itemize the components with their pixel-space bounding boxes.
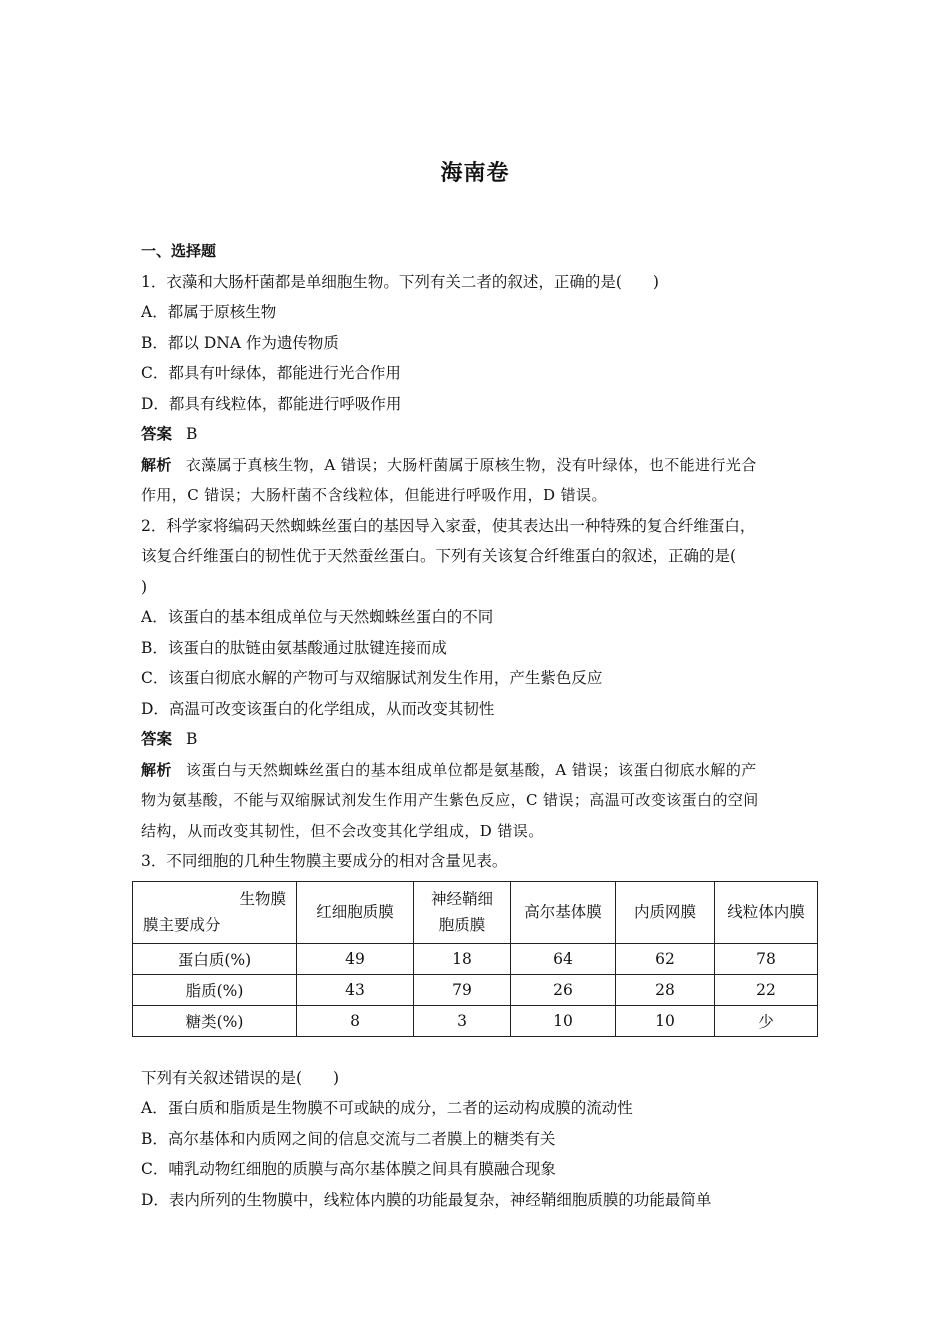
corner-label-component: 膜主要成分 (143, 915, 221, 934)
q2-analysis-text-1: 该蛋白与天然蜘蛛丝蛋白的基本组成单位都是氨基酸，A 错误；该蛋白彻底水解的产 (185, 760, 757, 779)
table-cell: 10 (616, 1005, 715, 1036)
q3-question: 下列有关叙述错误的是( ) (141, 1068, 340, 1087)
column-header (414, 881, 511, 943)
row-label: 脂质(%) (133, 974, 297, 1005)
q2-stem-line-2: 该复合纤维蛋白的韧性优于天然蚕丝蛋白。下列有关该复合纤维蛋白的叙述，正确的是( (141, 547, 737, 565)
table-cell: 少 (715, 1005, 818, 1036)
q2-stem-line-1: 2．科学家将编码天然蜘蛛丝蛋白的基因导入家蚕，使其表达出一种特殊的复合纤维蛋白， (141, 516, 756, 535)
q2-stem-line-3: ) (141, 577, 148, 596)
q2-option-a: A．该蛋白的基本组成单位与天然蜘蛛丝蛋白的不同 (141, 608, 494, 626)
q1-answer (141, 419, 817, 450)
table-corner-cell (133, 881, 297, 943)
corner-label-membrane: 生物膜 (239, 889, 286, 908)
q1-option-d: D．都具有线粒体，都能进行呼吸作用 (141, 394, 402, 413)
membrane-composition-table (132, 881, 818, 1037)
table-cell: 3 (414, 1005, 511, 1036)
q1-option-c: C．都具有叶绿体，都能进行光合作用 (141, 364, 401, 382)
q1-answer-value: B (186, 425, 198, 443)
row-label: 糖类(%) (133, 1005, 297, 1036)
table-cell: 49 (297, 943, 414, 974)
column-header: 线粒体内膜 (715, 881, 818, 943)
q1-option-a: A．都属于原核生物 (141, 303, 277, 321)
column-header-line: 神经鞘细 (430, 890, 493, 908)
q3-option-b: B．高尔基体和内质网之间的信息交流与二者膜上的糖类有关 (141, 1129, 556, 1148)
section-heading: 一、选择题 (141, 242, 217, 260)
q1-stem: 1．衣藻和大肠杆菌都是单细胞生物。下列有关二者的叙述，正确的是( ) (141, 272, 659, 291)
q2-option-c: C．该蛋白彻底水解的产物可与双缩脲试剂发生作用，产生紫色反应 (141, 669, 603, 687)
q1-analysis-line-1 (141, 450, 817, 481)
table-cell: 78 (715, 943, 818, 974)
column-header: 高尔基体膜 (511, 881, 616, 943)
document-body (141, 236, 817, 1215)
table-cell: 62 (616, 943, 715, 974)
q3-option-d: D．表内所列的生物膜中，线粒体内膜的功能最复杂，神经鞘细胞质膜的功能最简单 (141, 1190, 712, 1209)
table-cell: 28 (616, 974, 715, 1005)
column-header-line: 胞质膜 (438, 916, 486, 934)
q2-analysis-line-2: 物为氨基酸，不能与双缩脲试剂发生作用产生紫色反应，C 错误；高温可改变该蛋白的空间 (141, 791, 759, 809)
q1-analysis-line-2: 作用，C 错误；大肠杆菌不含线粒体，但能进行呼吸作用，D 错误。 (141, 486, 607, 504)
table-cell: 43 (297, 974, 414, 1005)
answer-label: 答案 (141, 425, 173, 443)
q2-analysis-line-3: 结构，从而改变其韧性，但不会改变其化学组成，D 错误。 (141, 821, 544, 840)
table-cell: 79 (414, 974, 511, 1005)
q2-analysis-line-1 (141, 755, 817, 786)
table-cell: 22 (715, 974, 818, 1005)
q1-analysis-text-1: 衣藻属于真核生物，A 错误；大肠杆菌属于原核生物，没有叶绿体，也不能进行光合 (185, 455, 757, 474)
row-label: 蛋白质(%) (133, 943, 297, 974)
table-cell: 10 (511, 1005, 616, 1036)
q2-option-b: B．该蛋白的肽链由氨基酸通过肽键连接而成 (141, 638, 447, 657)
table-cell: 64 (511, 943, 616, 974)
analysis-label: 解析 (141, 760, 172, 779)
page-title: 海南卷 (440, 161, 510, 186)
column-header: 红细胞质膜 (297, 881, 414, 943)
q2-option-d: D．高温可改变该蛋白的化学组成，从而改变其韧性 (141, 699, 495, 718)
table-row (133, 1005, 818, 1036)
table-header-row (133, 881, 818, 943)
q1-option-b: B．都以 DNA 作为遗传物质 (141, 333, 339, 352)
q2-answer-value: B (186, 730, 198, 748)
answer-label: 答案 (141, 730, 173, 748)
q2-answer (141, 724, 817, 755)
table-cell: 8 (297, 1005, 414, 1036)
table-row (133, 974, 818, 1005)
analysis-label: 解析 (141, 455, 172, 474)
table-cell: 26 (511, 974, 616, 1005)
q3-option-a: A．蛋白质和脂质是生物膜不可或缺的成分，二者的运动构成膜的流动性 (141, 1099, 633, 1117)
table-cell: 18 (414, 943, 511, 974)
column-header: 内质网膜 (616, 881, 715, 943)
q3-option-c: C．哺乳动物红细胞的质膜与高尔基体膜之间具有膜融合现象 (141, 1160, 556, 1178)
q3-stem: 3．不同细胞的几种生物膜主要成分的相对含量见表。 (141, 852, 508, 870)
table-row (133, 943, 818, 974)
